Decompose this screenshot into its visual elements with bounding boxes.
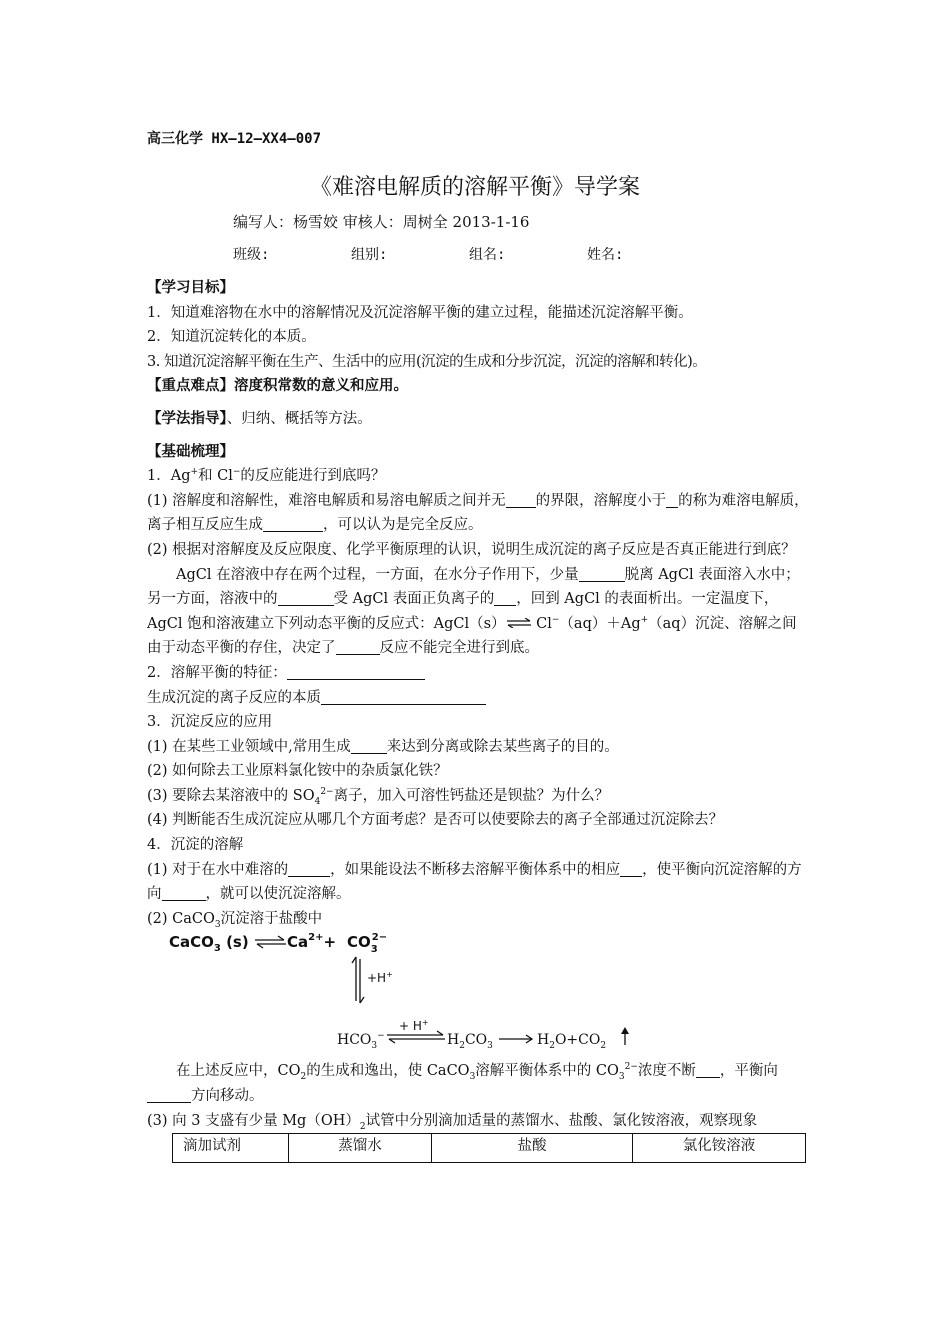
question-3-1: (1) 在某些工业领域中,常用生成 来达到分离或除去某些离子的目的。: [147, 738, 619, 755]
table-header-cell: 蒸馏水: [289, 1134, 432, 1163]
reaction-scheme: [147, 931, 810, 1059]
table-header-cell: 滴加试剂: [173, 1134, 289, 1163]
answer-blank: [321, 688, 486, 705]
bicarbonate-ion: $HCO_3^-$: [337, 1031, 385, 1052]
decomposition-products: $H_2O+CO_2$: [537, 1032, 607, 1052]
question-4-3: (3) 向 3 支盛有少量 $Mg(OH)_2$试管中分别滴加适量的蒸馏水、盐酸、氯化铵溶液，观察现象: [147, 1112, 758, 1132]
question-3-2: (2) 如何除去工业原料氯化铵中的杂质氯化铁？: [147, 763, 448, 780]
author-line: 编写人：杨雪姣 审核人：周树全 2013-1-16: [233, 213, 530, 231]
content-body: [147, 276, 810, 1163]
reactant-caco3: CaCO$_3$ (s): [169, 933, 249, 955]
basics-heading: 【基础梳理】: [147, 443, 234, 460]
answer-blank: [287, 663, 425, 680]
product-co3-ion: $CO_32-$: [347, 932, 388, 956]
question-3: 3．沉淀反应的应用: [147, 714, 273, 731]
answer-blank: [506, 491, 536, 508]
field-group: 组别:: [351, 247, 388, 263]
product-ca-ion: $Ca^{2+}+$: [287, 932, 337, 952]
answer-blank: [579, 565, 625, 582]
forward-arrow-icon: [499, 1035, 532, 1043]
field-name: 姓名:: [587, 247, 624, 263]
keypoints-line: 【重点难点】溶度积常数的意义和应用。: [147, 378, 408, 395]
paragraph-4: 在上述反应中，$CO_2$的生成和逸出，使 CaCO$_3$溶解平衡体系中的 $CO_3^{2-}$浓度不断 ，平衡向方向移动。: [147, 1059, 810, 1108]
question-2b: 生成沉淀的离子反应的本质: [147, 686, 810, 711]
hplus-label-horizontal: + H+: [399, 1018, 429, 1034]
question-4: 4．沉淀的溶解: [147, 837, 244, 854]
table-header-cell: 盐酸: [432, 1134, 633, 1163]
answer-blank: [351, 737, 387, 754]
student-fields: [233, 244, 623, 264]
carbonic-acid: $H_2CO_3$: [447, 1032, 493, 1052]
hplus-label-vertical: +H+: [367, 970, 393, 986]
page-title: 《难溶电解质的溶解平衡》导学案: [309, 175, 640, 200]
answer-blank: [147, 1086, 191, 1103]
question-2: 2．溶解平衡的特征：: [147, 661, 810, 686]
objective-item: 1．知道难溶物在水中的溶解情况及沉淀溶解平衡的建立过程，能描述沉淀溶解平衡。: [147, 304, 693, 321]
answer-blank: [263, 515, 323, 532]
method-line: 【学法指导】、归纳、概括等方法。: [147, 410, 372, 427]
question-4-1: (1) 对于在水中难溶的 ，如果能设法不断移去溶解平衡体系中的相应 ，使平衡向沉淀溶解的方向 ，就可以使沉淀溶解。: [147, 861, 802, 903]
objective-item: 2．知道沉淀转化的本质。: [147, 329, 316, 346]
answer-blank: [162, 884, 206, 901]
equilibrium-arrow-icon: [506, 618, 532, 628]
question-3-3: (3) 要除去某溶液中的 $SO_4^{2-}$离子，加入可溶性钙盐还是钡盐？为什么？: [147, 787, 610, 807]
paragraph-3: AgCl 在溶液中存在两个过程，一方面，在水分子作用下，少量 脱离 AgCl 表面溶入水中；另一方面，溶液中的 受 AgCl 表面正负离子的 ，回到 AgCl 的表面析出。一定温度下，AgCl 饱和溶液建立下列动态平衡的反应式：AgCl（s） Cl−（aq）＋Ag+（aq）沉淀、溶解之间由于动态平衡的存住，决定了 反应不能完全进行到底。: [147, 566, 800, 657]
objective-item: 3. 知道沉淀溶解平衡在生产、生活中的应用(沉淀的生成和分步沉淀，沉淀的溶解和转化)。: [147, 353, 707, 370]
answer-blank: [336, 638, 380, 655]
vertical-equilibrium-arrow-icon: [352, 957, 364, 1003]
table-row: [173, 1134, 806, 1163]
question-3-4: (4) 判断能否生成沉淀应从哪几个方面考虑？是否可以使要除去的离子全部通过沉淀除去？: [147, 812, 724, 829]
paragraph-1: (1) 溶解度和溶解性，难溶电解质和易溶电解质之间并无 的界限，溶解度小于 的称为难溶电解质，离子相互反应生成 ，可以认为是完全反应。: [147, 492, 809, 534]
objectives-heading: 【学习目标】: [147, 280, 234, 296]
answer-blank: [696, 1061, 720, 1078]
field-group-name: 组名:: [469, 247, 506, 263]
answer-blank: [666, 491, 678, 508]
document-code: 高三化学 HX—12—XX4—007: [147, 131, 322, 147]
question-4-2: (2) CaCO$_3$沉淀溶于盐酸中: [147, 910, 323, 930]
question-1: 1．Ag+和 Cl−的反应能进行到底吗？: [147, 467, 386, 485]
table-header-cell: 氯化铵溶液: [633, 1134, 806, 1163]
answer-blank: [494, 589, 516, 606]
paragraph-2: (2) 根据对溶解度及反应限度、化学平衡原理的认识，说明生成沉淀的离子反应是否真正能进行到底？: [147, 541, 796, 558]
answer-blank: [288, 860, 330, 877]
field-class: 班级:: [233, 247, 270, 263]
answer-blank: [278, 589, 334, 606]
answer-blank: [620, 860, 642, 877]
caco3-dissolution-diagram: [147, 931, 810, 1059]
gas-arrow-head-icon: [621, 1027, 629, 1034]
observation-table: [172, 1133, 806, 1163]
equilibrium-arrow-icon: [255, 936, 286, 948]
